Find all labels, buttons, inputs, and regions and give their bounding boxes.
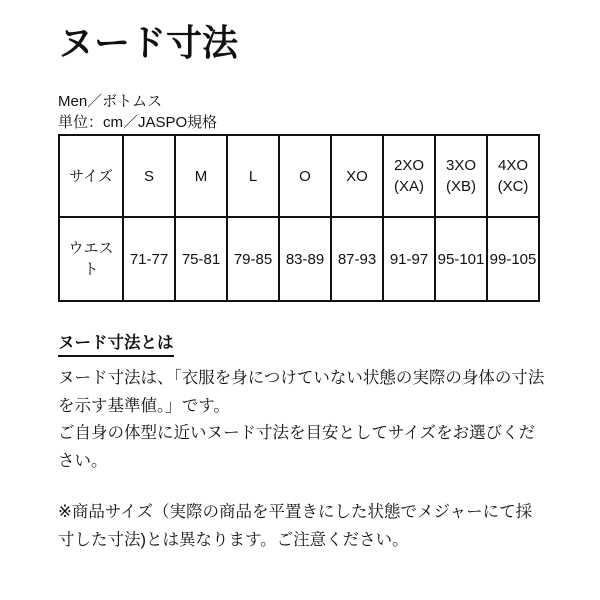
waist-row [59, 217, 539, 301]
page-title: ヌード寸法 [58, 22, 239, 63]
product-size-note [58, 499, 560, 554]
definition-heading: ヌード寸法とは [58, 334, 174, 357]
waist-value-2xo: 91-97 [383, 217, 435, 301]
size-col-s: S [123, 135, 175, 217]
unit-line: 単位：cm／JASPO規格 [58, 114, 218, 131]
waist-value-xo: 87-93 [331, 217, 383, 301]
size-col-o: O [279, 135, 331, 217]
size-table [58, 134, 540, 302]
size-col-xo: XO [331, 135, 383, 217]
definition-body [58, 365, 560, 475]
waist-value-l: 79-85 [227, 217, 279, 301]
subtitle-block [58, 91, 560, 133]
size-col-l: L [227, 135, 279, 217]
note-line: ※商品サイズ（実際の商品を平置きにした状態でメジャーにて採 [58, 503, 533, 521]
size-col-3xo: 3XO (XB) [435, 135, 487, 217]
definition-line: ヌード寸法は、「衣服を身につけていない状態の実際の身体の寸法 [58, 369, 545, 387]
size-header-row [59, 135, 539, 217]
note-line: 寸した寸法)とは異なります。ご注意ください。 [58, 530, 409, 549]
size-header-label [59, 135, 123, 217]
waist-value-m: 75-81 [175, 217, 227, 301]
definition-line: を示す基準値。」です。 [58, 396, 230, 415]
size-col-4xo: 4XO (XC) [487, 135, 539, 217]
category-line: Men／ボトムス [58, 93, 163, 110]
size-header-label-text: サイズ [69, 167, 113, 185]
waist-value-s: 71-77 [123, 217, 175, 301]
definition-section [58, 334, 560, 357]
size-col-2xo: 2XO (XA) [383, 135, 435, 217]
waist-row-label: ウエスト [59, 217, 123, 301]
waist-value-o: 83-89 [279, 217, 331, 301]
size-col-m: M [175, 135, 227, 217]
waist-value-4xo: 99-105 [487, 217, 539, 301]
definition-line: さい。 [58, 451, 108, 470]
waist-value-3xo: 95-101 [435, 217, 487, 301]
definition-line: ご自身の体型に近いヌード寸法を目安としてサイズをお選びくだ [58, 424, 536, 442]
